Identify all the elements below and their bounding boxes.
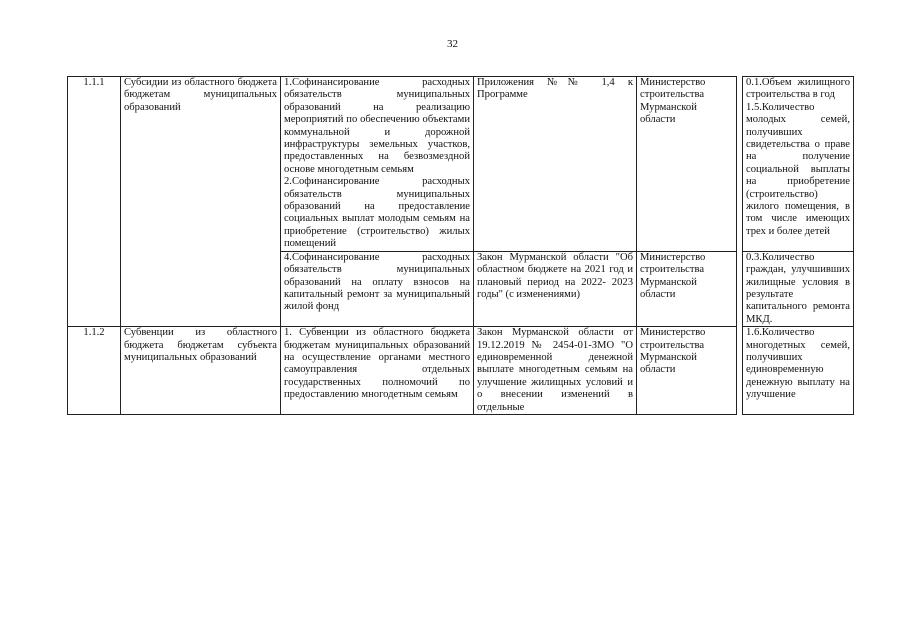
- table-row: [68, 327, 854, 415]
- indicators: [743, 251, 854, 326]
- executor: Министерство строительства Мурманской области: [637, 251, 737, 326]
- measure-item: 4.Софинансирование расходных обязательств муниципальных образований на оплату взносов на капитальный ремонт за муниципальный жилой фонд: [284, 251, 470, 313]
- page-number: 32: [447, 38, 458, 50]
- measure-name: Субвенции из областного бюджета бюджетам субъекта муниципальных образований: [121, 327, 281, 415]
- indicators: [743, 77, 854, 252]
- legal-basis: Закон Мурманской области от 19.12.2019 № 2454-01-ЗМО "О единовременной денежной выплате многодетным семьям на улучшение жилищных условий и о внесении изменений в отдельные: [474, 327, 637, 415]
- table-row: [68, 77, 854, 252]
- indicators: [743, 327, 854, 415]
- measure-description: [281, 327, 474, 415]
- executor: Министерство строительства Мурманской области: [637, 77, 737, 252]
- measure-item: 1.Софинансирование расходных обязательств муниципальных образований на реализацию мероприятий по обеспечению объектами коммунальной и дорожной инфраструктуры земельных участков, предоставленных на безвозмездной основе многодетным семьям: [284, 77, 470, 175]
- indicator-item: 1.6.Количество многодетных семей, получивших единовременную денежную выплату на улучшение: [746, 327, 850, 401]
- indicator-item: 0.3.Количество граждан, улучшивших жилищные условия в результате капитального ремонта МКД.: [746, 251, 850, 325]
- legal-basis: Приложения №№ 1,4 к Программе: [474, 77, 637, 252]
- measure-description: [281, 77, 474, 252]
- row-number: 1.1.2: [68, 327, 121, 415]
- indicator-item: 0.1.Объем жилищного строительства в год: [746, 77, 850, 101]
- row-number: 1.1.1: [68, 77, 121, 327]
- measure-description: [281, 251, 474, 326]
- measure-item: 2.Софинансирование расходных обязательств муниципальных образований на предоставление социальных выплат молодым семьям на приобретение (строительство) жилых помещений: [284, 176, 470, 250]
- legal-basis: Закон Мурманской области "Об областном бюджете на 2021 год и плановый период на 2022- 2023 годы" (с изменениями): [474, 251, 637, 326]
- measure-name: Субсидии из областного бюджета бюджетам муниципальных образований: [121, 77, 281, 327]
- program-measures-table: [67, 76, 854, 415]
- measure-item: 1. Субвенции из областного бюджета бюджетам муниципальных образований на осуществление органами местного самоуправления отдельных государственных полномочий по предоставлению многодетным семьям: [284, 327, 470, 401]
- executor: Министерство строительства Мурманской области: [637, 327, 737, 415]
- indicator-item: 1.5.Количество молодых семей, получивших свидетельства о праве на получение социальной выплаты на приобретение (строительство) жилого помещения, в том числе имеющих трех и более детей: [746, 101, 850, 237]
